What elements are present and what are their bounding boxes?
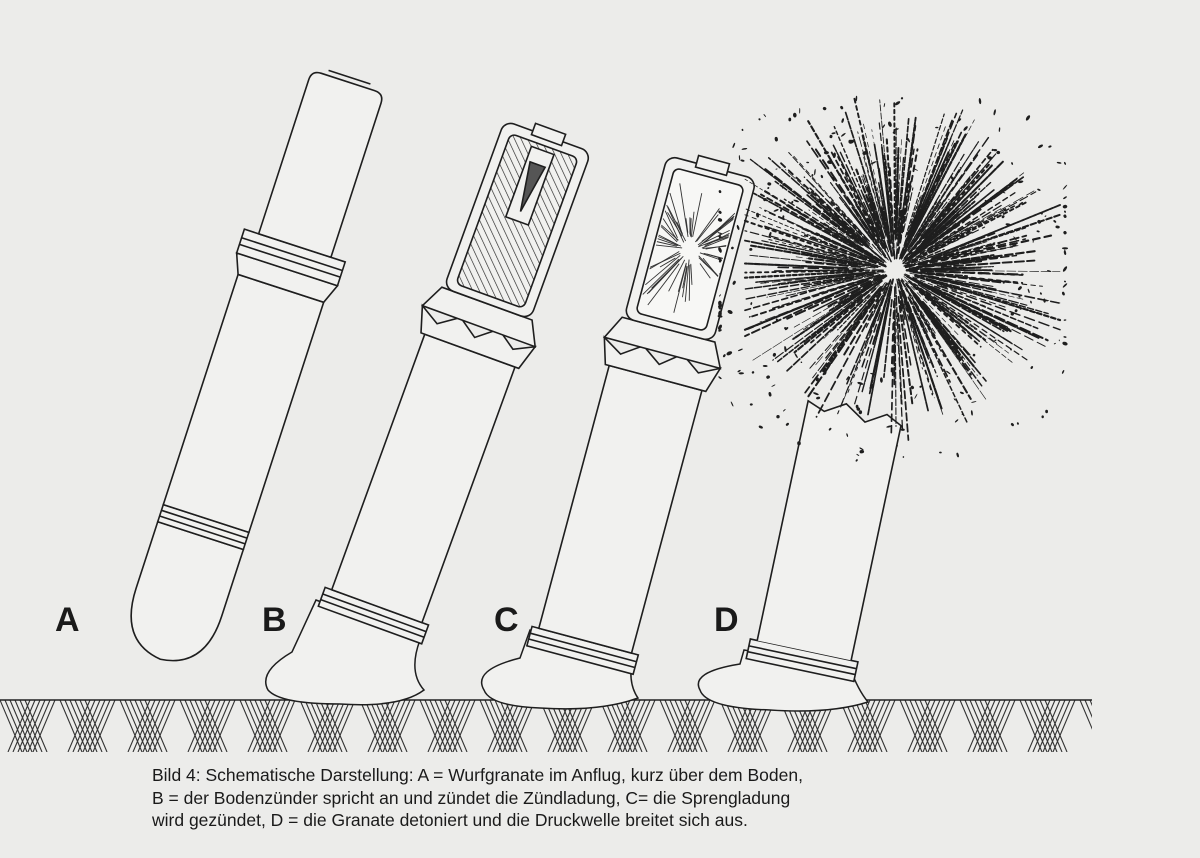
caption-line-2: B = der Bodenzünder spricht an und zündet die Zündladung, C= die Sprengladung <box>152 787 791 808</box>
label-c: C <box>494 601 519 639</box>
figure-caption <box>152 764 952 832</box>
label-b: B <box>262 601 287 639</box>
label-a: A <box>55 601 80 639</box>
caption-line-3: wird gezündet, D = die Granate detoniert und die Druckwelle breitet sich aus. <box>152 810 748 830</box>
caption-line-1: Bild 4: Schematische Darstellung: A = Wurfgranate im Anflug, kurz über dem Boden, <box>152 765 803 785</box>
label-d: D <box>714 601 739 639</box>
